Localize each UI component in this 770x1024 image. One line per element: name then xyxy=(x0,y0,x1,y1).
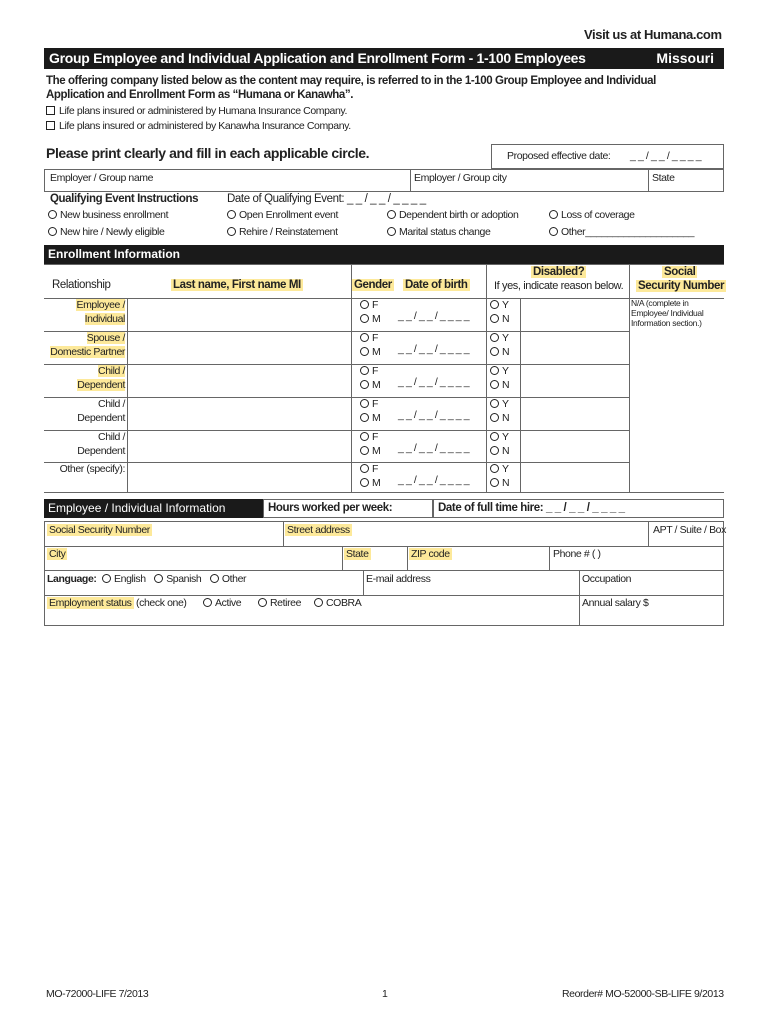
relationship-line-1: Employee / xyxy=(76,299,125,311)
name-field[interactable] xyxy=(129,333,349,361)
dob-field[interactable]: _ _ / _ _ / _ _ _ _ xyxy=(398,474,470,486)
english-radio[interactable] xyxy=(102,574,111,583)
relationship-line-2: Dependent xyxy=(77,412,125,424)
disabled-yes-option[interactable] xyxy=(490,332,509,344)
gender-m-label: M xyxy=(372,313,381,325)
qe-loss-coverage-label: Loss of coverage xyxy=(561,209,635,221)
gender-male-option[interactable] xyxy=(360,379,380,391)
qe-other-label: Other____________________ xyxy=(561,226,695,238)
col-ssn-2: Security Number xyxy=(638,280,725,292)
radio-circle[interactable] xyxy=(387,227,396,236)
full-time-label: Date of full time hire: _ _ / _ _ / _ _ _ _ xyxy=(438,502,625,514)
name-field[interactable] xyxy=(129,300,349,328)
qe-dependent-birth[interactable] xyxy=(387,209,518,221)
visit-humana-link[interactable]: Visit us at Humana.com xyxy=(584,27,722,42)
check-one-label: (check one) xyxy=(136,597,187,609)
name-field[interactable] xyxy=(129,464,349,492)
radio-circle[interactable] xyxy=(549,227,558,236)
disabled-no-option[interactable] xyxy=(490,445,509,457)
effective-date-field[interactable] xyxy=(491,144,724,169)
gender-male-option[interactable] xyxy=(360,412,380,424)
qe-new-business-label: New business enrollment xyxy=(60,209,169,221)
gender-f-label: F xyxy=(372,299,379,311)
relationship-line-1: Other (specify): xyxy=(59,463,125,475)
disabled-n-label: N xyxy=(502,445,510,457)
name-field[interactable] xyxy=(129,366,349,394)
employee-info-title: Employee / Individual Information xyxy=(48,501,226,515)
occupation-field[interactable]: Occupation xyxy=(582,573,632,585)
option-humana-label: Life plans insured or administered by Humana Insurance Company. xyxy=(59,105,348,117)
employment-status-label: Employment status xyxy=(49,597,132,609)
disabled-n-label: N xyxy=(502,477,510,489)
relationship-line-1: Child / xyxy=(98,365,125,377)
qe-other[interactable] xyxy=(549,226,694,238)
radio-circle[interactable] xyxy=(227,210,236,219)
employment-status-row xyxy=(47,597,187,609)
gender-male-option[interactable] xyxy=(360,346,380,358)
relationship-line-1: Child / xyxy=(98,431,125,443)
salary-field[interactable]: Annual salary $ xyxy=(582,597,649,609)
dob-field[interactable]: _ _ / _ _ / _ _ _ _ xyxy=(398,376,470,388)
disabled-y-label: Y xyxy=(502,398,509,410)
active-option[interactable] xyxy=(203,597,241,609)
disabled-no-option[interactable] xyxy=(490,346,509,358)
state-field[interactable]: State xyxy=(346,548,369,560)
footer-reorder: Reorder# MO-52000-SB-LIFE 9/2013 xyxy=(562,988,724,1000)
gender-m-label: M xyxy=(372,379,381,391)
gender-f-label: F xyxy=(372,463,379,475)
radio-circle[interactable] xyxy=(490,446,499,455)
radio-circle[interactable] xyxy=(360,314,369,323)
gender-female-option[interactable] xyxy=(360,398,378,410)
col-relationship: Relationship xyxy=(52,279,111,291)
qe-loss-coverage[interactable] xyxy=(549,209,635,221)
col-disabled-sub: If yes, indicate reason below. xyxy=(494,280,624,292)
radio-circle[interactable] xyxy=(360,478,369,487)
relationship-line-2: Individual xyxy=(84,313,125,325)
radio-circle[interactable] xyxy=(490,432,499,441)
relationship-line-2: Dependent xyxy=(77,445,125,457)
disabled-no-option[interactable] xyxy=(490,412,509,424)
radio-circle[interactable] xyxy=(387,210,396,219)
retiree-option[interactable] xyxy=(258,597,301,609)
radio-circle[interactable] xyxy=(490,478,499,487)
effective-date-value: _ _ / _ _ / _ _ _ _ xyxy=(630,150,702,162)
disabled-n-label: N xyxy=(502,313,510,325)
enrollment-title: Enrollment Information xyxy=(48,247,180,261)
effective-date-label: Proposed effective date: xyxy=(507,150,611,162)
name-field[interactable] xyxy=(129,432,349,460)
disabled-no-option[interactable] xyxy=(490,313,509,325)
radio-circle[interactable] xyxy=(490,464,499,473)
spanish-radio[interactable] xyxy=(154,574,163,583)
intro-line-1: The offering company listed below as the content may require, is referred to in the 1-100 Group Employee and Individual xyxy=(46,75,656,87)
qe-dependent-birth-label: Dependent birth or adoption xyxy=(399,209,519,221)
radio-circle[interactable] xyxy=(490,314,499,323)
radio-circle[interactable] xyxy=(360,300,369,309)
employer-city-field[interactable]: Employer / Group city xyxy=(414,172,507,184)
qe-rehire-label: Rehire / Reinstatement xyxy=(239,226,338,238)
radio-circle[interactable] xyxy=(360,464,369,473)
active-radio[interactable] xyxy=(203,598,212,607)
radio-circle[interactable] xyxy=(490,347,499,356)
gender-f-label: F xyxy=(372,332,379,344)
phone-field[interactable]: Phone # ( ) xyxy=(553,548,601,560)
option-kanawha-label: Life plans insured or administered by Kanawha Insurance Company. xyxy=(59,120,351,132)
radio-circle[interactable] xyxy=(360,380,369,389)
disabled-yes-option[interactable] xyxy=(490,431,509,443)
relationship-line-1: Child / xyxy=(98,398,125,410)
radio-circle[interactable] xyxy=(360,399,369,408)
radio-circle[interactable] xyxy=(360,366,369,375)
intro-line-2: Application and Enrollment Form as “Humana or Kanawha”. xyxy=(46,89,354,101)
city-field[interactable]: City xyxy=(49,548,66,560)
name-field[interactable] xyxy=(129,399,349,427)
apt-field[interactable]: APT / Suite / Box xyxy=(653,524,726,536)
radio-circle[interactable] xyxy=(360,432,369,441)
qe-new-hire[interactable] xyxy=(48,226,164,238)
radio-circle[interactable] xyxy=(360,347,369,356)
hours-label: Hours worked per week: xyxy=(268,502,393,514)
radio-circle[interactable] xyxy=(48,210,57,219)
other-language-label: Other xyxy=(221,573,247,585)
qualifying-title: Qualifying Event Instructions xyxy=(50,193,199,205)
radio-circle[interactable] xyxy=(227,227,236,236)
language-row xyxy=(47,573,246,585)
radio-circle[interactable] xyxy=(48,227,57,236)
ssn-field[interactable]: Social Security Number xyxy=(49,524,150,536)
gender-male-option[interactable] xyxy=(360,313,380,325)
gender-female-option[interactable] xyxy=(360,299,378,311)
retiree-label: Retiree xyxy=(270,597,302,609)
radio-circle[interactable] xyxy=(360,333,369,342)
zip-field[interactable]: ZIP code xyxy=(411,548,450,560)
hours-field[interactable] xyxy=(263,499,433,518)
dob-field[interactable]: _ _ / _ _ / _ _ _ _ xyxy=(398,343,470,355)
qe-marital-label: Marital status change xyxy=(399,226,491,238)
qe-open-enrollment[interactable] xyxy=(227,209,338,221)
spanish-label: Spanish xyxy=(166,573,202,585)
form-title-bar xyxy=(44,48,724,69)
street-field[interactable]: Street address xyxy=(287,524,350,536)
disabled-y-label: Y xyxy=(502,332,509,344)
gender-female-option[interactable] xyxy=(360,332,378,344)
radio-circle[interactable] xyxy=(360,413,369,422)
disabled-no-option[interactable] xyxy=(490,477,509,489)
footer-form-number: MO-72000-LIFE 7/2013 xyxy=(46,988,149,1000)
radio-circle[interactable] xyxy=(490,399,499,408)
radio-circle[interactable] xyxy=(490,333,499,342)
full-time-field[interactable] xyxy=(433,499,724,518)
gender-m-label: M xyxy=(372,445,381,457)
gender-male-option[interactable] xyxy=(360,445,380,457)
option-humana xyxy=(46,105,347,117)
qe-marital[interactable] xyxy=(387,226,490,238)
disabled-n-label: N xyxy=(502,412,510,424)
col-gender: Gender xyxy=(354,279,392,291)
gender-f-label: F xyxy=(372,431,379,443)
disabled-no-option[interactable] xyxy=(490,379,509,391)
form-title: Group Employee and Individual Application and Enrollment Form - 1-100 Employees xyxy=(49,50,586,66)
relationship-line-2: Domestic Partner xyxy=(50,346,125,358)
employer-name-field[interactable]: Employer / Group name xyxy=(50,172,154,184)
dob-field[interactable]: _ _ / _ _ / _ _ _ _ xyxy=(398,310,470,322)
qe-open-enrollment-label: Open Enrollment event xyxy=(239,209,338,221)
disabled-y-label: Y xyxy=(502,463,509,475)
language-label: Language: xyxy=(47,573,97,585)
col-dob: Date of birth xyxy=(405,279,468,291)
col-disabled: Disabled? xyxy=(533,266,585,278)
form-state: Missouri xyxy=(656,50,714,66)
disabled-yes-option[interactable] xyxy=(490,299,509,311)
disabled-n-label: N xyxy=(502,346,510,358)
disabled-n-label: N xyxy=(502,379,510,391)
humana-checkbox[interactable] xyxy=(46,106,55,115)
employer-state-field[interactable]: State xyxy=(652,172,675,184)
radio-circle[interactable] xyxy=(490,300,499,309)
footer-page-number: 1 xyxy=(382,988,388,1000)
print-clearly-heading: Please print clearly and fill in each applicable circle. xyxy=(46,145,370,161)
radio-circle[interactable] xyxy=(490,366,499,375)
gender-m-label: M xyxy=(372,346,381,358)
english-label: English xyxy=(114,573,146,585)
kanawha-checkbox[interactable] xyxy=(46,121,55,130)
qe-new-business[interactable] xyxy=(48,209,168,221)
relationship-line-1: Spouse / xyxy=(86,332,125,344)
qe-new-hire-label: New hire / Newly eligible xyxy=(60,226,165,238)
disabled-y-label: Y xyxy=(502,365,509,377)
gender-m-label: M xyxy=(372,477,381,489)
col-name: Last name, First name MI xyxy=(173,279,301,291)
gender-female-option[interactable] xyxy=(360,365,378,377)
active-label: Active xyxy=(215,597,242,609)
gender-f-label: F xyxy=(372,398,379,410)
dob-field[interactable]: _ _ / _ _ / _ _ _ _ xyxy=(398,442,470,454)
radio-circle[interactable] xyxy=(490,380,499,389)
dob-field[interactable]: _ _ / _ _ / _ _ _ _ xyxy=(398,409,470,421)
gender-male-option[interactable] xyxy=(360,477,380,489)
disabled-yes-option[interactable] xyxy=(490,463,509,475)
col-ssn-1: Social xyxy=(664,266,696,278)
cobra-label: COBRA xyxy=(326,597,362,609)
radio-circle[interactable] xyxy=(490,413,499,422)
gender-f-label: F xyxy=(372,365,379,377)
disabled-yes-option[interactable] xyxy=(490,398,509,410)
other-language-radio[interactable] xyxy=(210,574,219,583)
gender-female-option[interactable] xyxy=(360,431,378,443)
radio-circle[interactable] xyxy=(360,446,369,455)
gender-m-label: M xyxy=(372,412,381,424)
disabled-yes-option[interactable] xyxy=(490,365,509,377)
retiree-radio[interactable] xyxy=(258,598,267,607)
employee-info-bar xyxy=(44,499,263,518)
radio-circle[interactable] xyxy=(549,210,558,219)
cobra-radio[interactable] xyxy=(314,598,323,607)
cobra-option[interactable] xyxy=(314,597,361,609)
disabled-y-label: Y xyxy=(502,299,509,311)
disabled-y-label: Y xyxy=(502,431,509,443)
email-field[interactable]: E-mail address xyxy=(366,573,431,585)
option-kanawha xyxy=(46,120,351,132)
gender-female-option[interactable] xyxy=(360,463,378,475)
enrollment-bar xyxy=(44,245,724,264)
qualifying-date[interactable]: Date of Qualifying Event: _ _ / _ _ / _ _ _ _ xyxy=(227,193,426,205)
relationship-line-2: Dependent xyxy=(77,379,125,391)
qe-rehire[interactable] xyxy=(227,226,338,238)
ssn-na-note: N/A (complete in Employee/ Individual Information section.) xyxy=(631,298,704,328)
